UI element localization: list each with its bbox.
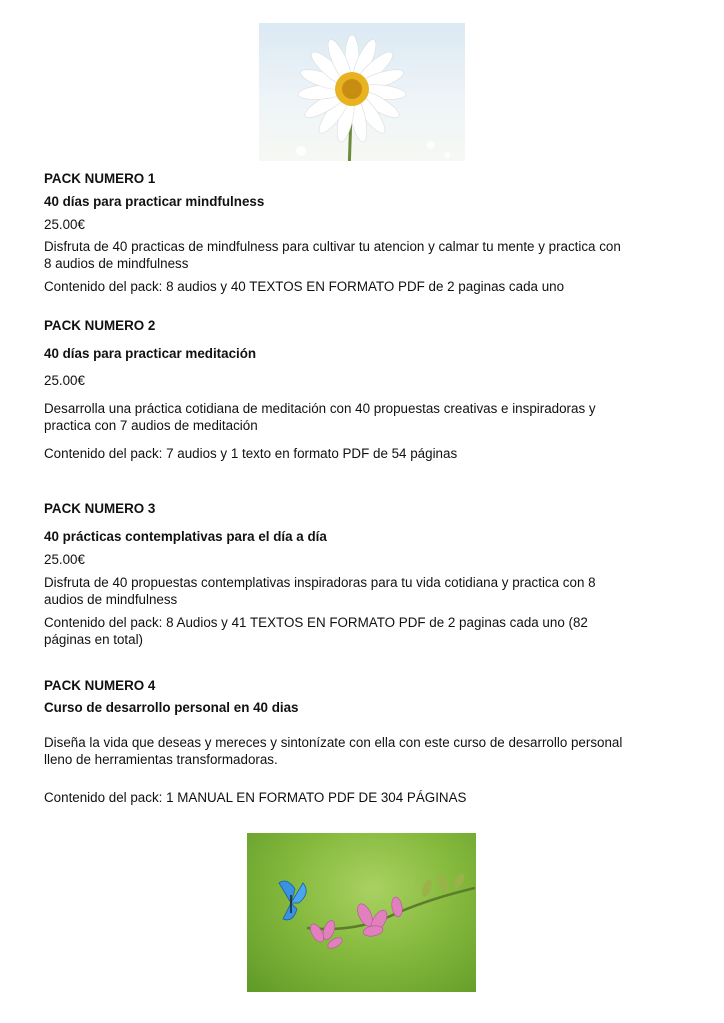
pack-3-contents-line-1: Contenido del pack: 8 Audios y 41 TEXTOS EN FORMATO PDF de 2 paginas cada uno (82	[44, 615, 588, 630]
pack-3-description-line-1: Disfruta de 40 propuestas contemplativas inspiradoras para tu vida cotidiana y practica con 8	[44, 575, 596, 590]
pack-2-description-line-2: practica con 7 audios de meditación	[44, 418, 258, 433]
pack-2-contents: Contenido del pack: 7 audios y 1 texto en formato PDF de 54 páginas	[44, 446, 458, 461]
pack-3-label: PACK NUMERO 3	[44, 501, 156, 516]
pack-2-description-line-1: Desarrolla una práctica cotidiana de meditación con 40 propuestas creativas e inspiradoras y	[44, 401, 596, 416]
pack-3-description-line-2: audios de mindfulness	[44, 592, 178, 607]
pack-1-contents: Contenido del pack: 8 audios y 40 TEXTOS EN FORMATO PDF de 2 paginas cada uno	[44, 279, 565, 294]
pack-1-price: 25.00€	[44, 217, 85, 232]
pack-4-description-line-2: lleno de herramientas transformadoras.	[44, 752, 278, 767]
butterfly-photo	[247, 833, 476, 992]
pack-4-title: Curso de desarrollo personal en 40 dias	[44, 700, 299, 715]
pack-3-title: 40 prácticas contemplativas para el día a día	[44, 529, 327, 544]
pack-1-label: PACK NUMERO 1	[44, 171, 156, 186]
pack-2-label: PACK NUMERO 2	[44, 318, 156, 333]
pack-4-description-line-1: Diseña la vida que deseas y mereces y sintonízate con ella con este curso de desarrollo personal	[44, 735, 623, 750]
pack-1-description-line-2: 8 audios de mindfulness	[44, 256, 189, 271]
pack-2-price: 25.00€	[44, 373, 85, 388]
pack-4-label: PACK NUMERO 4	[44, 678, 156, 693]
daisy-photo	[259, 23, 465, 161]
pack-3-contents-line-2: páginas en total)	[44, 632, 144, 647]
pack-1-title: 40 días para practicar mindfulness	[44, 194, 265, 209]
pack-3-price: 25.00€	[44, 552, 85, 567]
pack-1-description-line-1: Disfruta de 40 practicas de mindfulness para cultivar tu atencion y calmar tu mente y practica con	[44, 239, 621, 254]
pack-2-title: 40 días para practicar meditación	[44, 346, 257, 361]
pack-4-contents: Contenido del pack: 1 MANUAL EN FORMATO PDF DE 304 PÁGINAS	[44, 790, 467, 805]
